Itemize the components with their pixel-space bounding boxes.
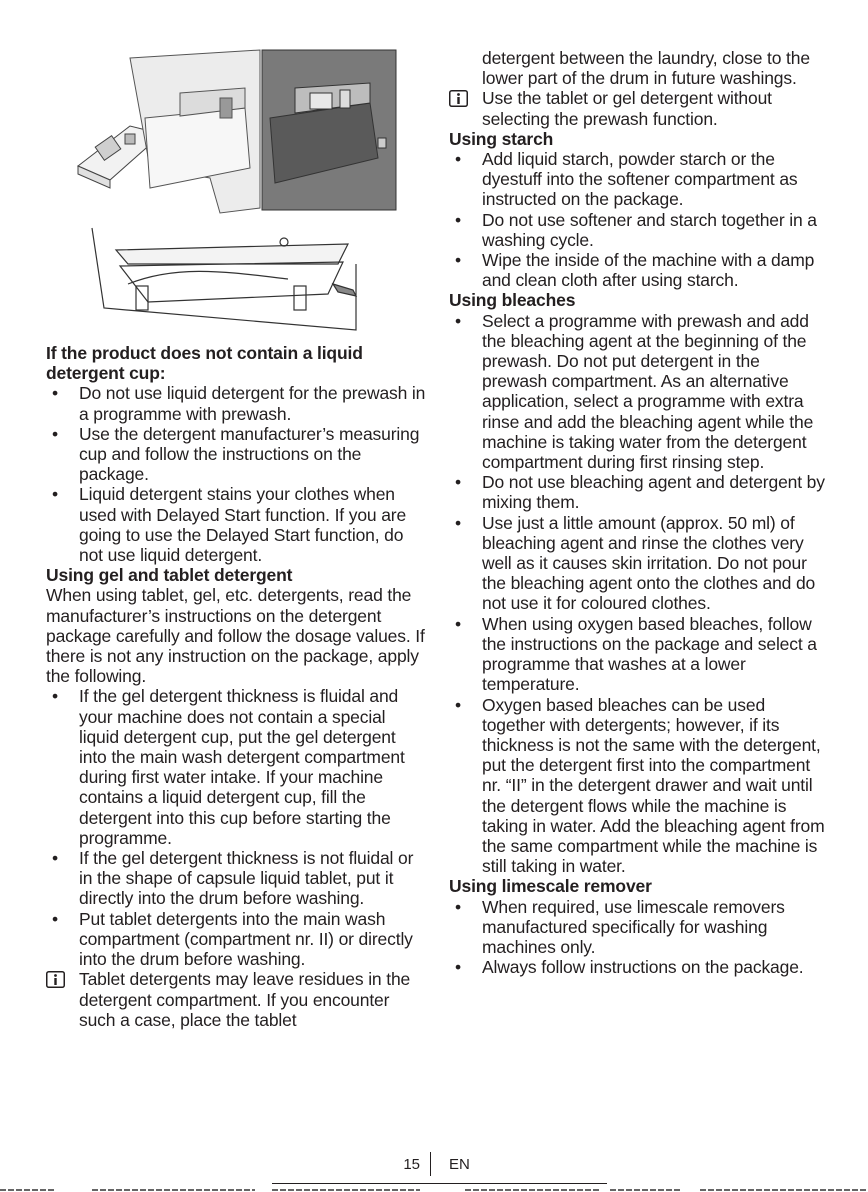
list-item: • Add liquid starch, powder starch or the dyestuff into the softener compartment as instructed on the package. [449, 149, 829, 210]
info-icon [46, 971, 65, 988]
list-item: • Do not use softener and starch together in a washing cycle. [449, 210, 829, 250]
note-tablet-continued: detergent between the laundry, close to the lower part of the drum in future washings. [482, 48, 810, 89]
gel-intro-paragraph: When using tablet, gel, etc. detergents, read the manufacturer’s instructions on the detergent package carefully and follow the dosage values. If there is not any instruction on the package, apply the following. [46, 585, 425, 687]
list-item: • When using oxygen based bleaches, follow the instructions on the package and select a programme that washes at a lower temperature. [449, 614, 829, 695]
detergent-drawer-illustration [70, 48, 400, 216]
heading-starch: Using starch [449, 128, 554, 149]
list-item: • Do not use liquid detergent for the prewash in a programme with prewash. [46, 383, 426, 423]
left-column [46, 343, 426, 1030]
starch-list [449, 149, 829, 290]
list-item: • Do not use bleaching agent and detergent by mixing them. [449, 472, 829, 512]
bleach-list [449, 311, 829, 877]
heading-bleaches: Using bleaches [449, 290, 576, 311]
note-prewash [449, 88, 829, 128]
liquid-cup-list [46, 383, 426, 565]
heading-gel-tablet: Using gel and tablet detergent [46, 565, 293, 586]
right-column [449, 48, 829, 977]
list-item: • When required, use limescale removers manufactured specifically for washing machines only. [449, 897, 829, 958]
gel-list [46, 686, 426, 969]
list-item: • Always follow instructions on the package. [449, 957, 829, 977]
note-text: Tablet detergents may leave residues in the detergent compartment. If you encounter such a case, place the tablet [79, 969, 411, 1030]
footer-divider [430, 1152, 431, 1176]
note-text: Use the tablet or gel detergent without selecting the prewash function. [482, 88, 772, 129]
info-icon [449, 90, 468, 107]
language-code: EN [449, 1156, 470, 1173]
drawer-drawing-light [130, 50, 260, 213]
list-item: • Use the detergent manufacturer’s measuring cup and follow the instructions on the package. [46, 424, 426, 485]
list-item: • Use just a little amount (approx. 50 ml) of bleaching agent and rinse the clothes very well as it causes skin irritation. Do not pour the bleaching agent onto the clothes and do not use it for coloured clothes. [449, 513, 829, 614]
drawer-cross-section-illustration [88, 224, 368, 336]
heading-no-liquid-cup: If the product does not contain a liquid detergent cup: [46, 343, 363, 384]
list-item: • Wipe the inside of the machine with a damp and clean cloth after using starch. [449, 250, 829, 290]
list-item: • Put tablet detergents into the main wash compartment (compartment nr. II) or directly into the drum before washing. [46, 909, 426, 970]
list-item: • Select a programme with prewash and add the bleaching agent at the beginning of the prewash. Do not put detergent in the prewash compartment. As an alternative application, select a programme with extra rinse and add the bleaching agent while the machine is taking water from the detergent compartment during first rinsing step. [449, 311, 829, 473]
list-item: • Oxygen based bleaches can be used together with detergents; however, if its thickness is not the same with the detergent, put the detergent first into the compartment nr. “II” in the detergent drawer and wait until the detergent flows while the machine is taking in water. Add the bleaching agent from the same compartment while the machine is still taking in water. [449, 695, 829, 877]
drawer-drawing-dark [262, 50, 396, 210]
list-item: • Liquid detergent stains your clothes when used with Delayed Start function. If you are going to use the Delayed Start function, do not use liquid detergent. [46, 484, 426, 565]
note-tablet-residue [46, 969, 426, 1030]
list-item: • If the gel detergent thickness is fluidal and your machine does not contain a special liquid detergent cup, put the gel detergent into the main wash detergent compartment during first water intake. If your machine contains a liquid detergent cup, fill the detergent into this cup before starting the programme. [46, 686, 426, 848]
page-number: 15 [403, 1156, 420, 1173]
footer-rule [272, 1183, 607, 1184]
limescale-list [449, 897, 829, 978]
heading-limescale: Using limescale remover [449, 876, 652, 897]
crop-marks [0, 1189, 868, 1191]
list-item: • If the gel detergent thickness is not fluidal or in the shape of capsule liquid tablet, put it directly into the drum before washing. [46, 848, 426, 909]
